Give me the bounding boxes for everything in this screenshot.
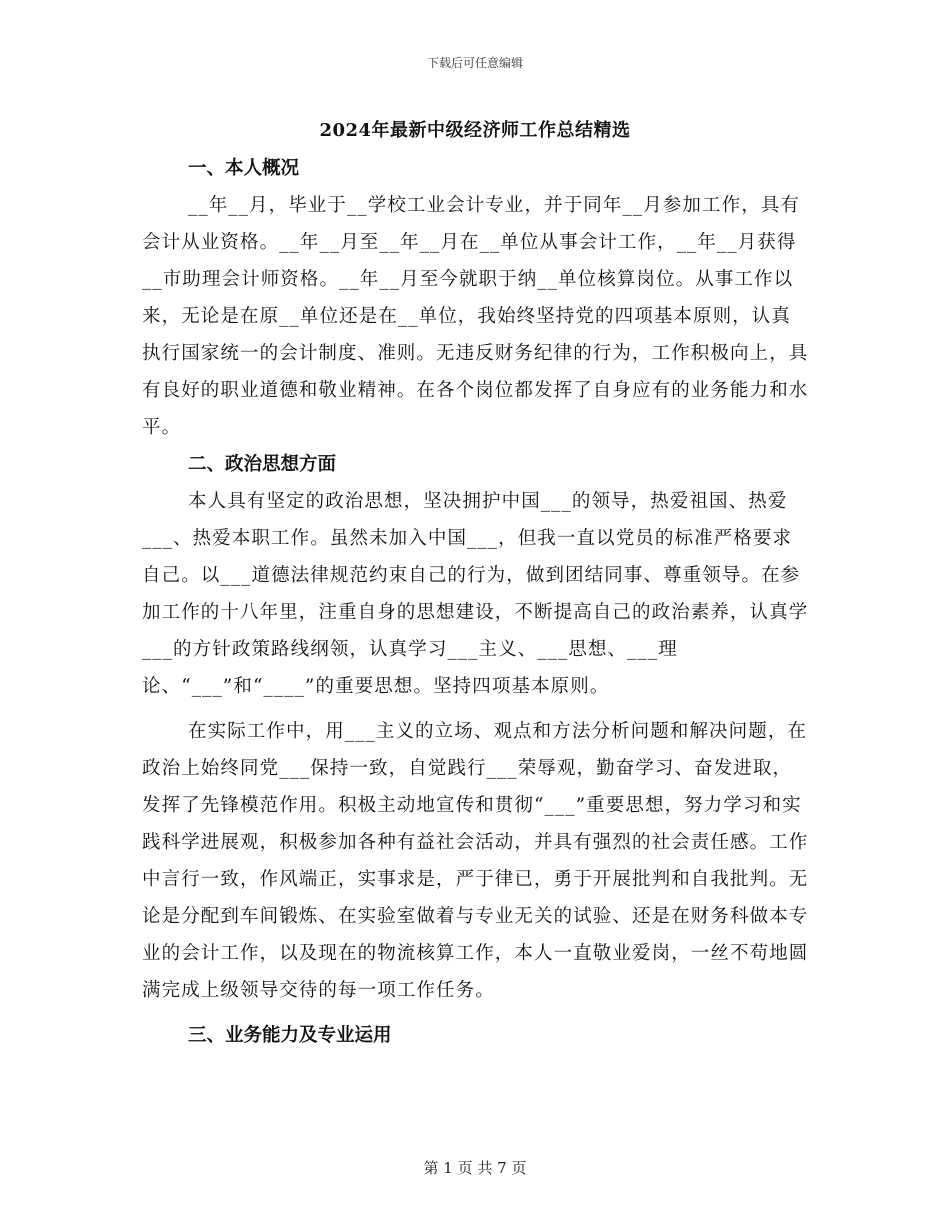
section-heading-2: 二、政治思想方面 <box>188 454 337 475</box>
section-heading-3: 三、业务能力及专业运用 <box>188 1025 392 1046</box>
section-heading-1: 一、本人概况 <box>188 158 300 179</box>
document-body <box>142 150 810 1054</box>
section-2-paragraph-1: 本人具有坚定的政治思想，坚决拥护中国___的领导，热爱祖国、热爱___、热爱本职工作。虽然未加入中国___，但我一直以党员的标准严格要求自己。以___道德法律规范约束自己的行为，做到团结同事、尊重领导。在参加工作的十八年里，注重自身的思想建设，不断提高自己的政治素养，认真学___的方针政策路线纲领，认真学习___主义、___思想、___理论、“___”和“____”的重要思想。坚持四项基本原则。 <box>142 491 809 697</box>
section-2-paragraph-2: 在实际工作中，用___主义的立场、观点和方法分析问题和解决问题，在政治上始终同党___保持一致，自觉践行___荣辱观，勤奋学习、奋发进取，发挥了先锋模范作用。积极主动地宣传和贯彻“___”重要思想，努力学习和实践科学进展观，积极参加各种有益社会活动，并具有强烈的社会责任感。工作中言行一致，作风端正，实事求是，严于律已，勇于开展批判和自我批判。无论是分配到车间锻炼、在实验室做着与专业无关的试验、还是在财务科做本专业的会计工作，以及现在的物流核算工作，本人一直敬业爱岗，一丝不苟地圆满完成上级领导交待的每一项工作任务。 <box>142 721 809 1001</box>
section-1-paragraph-1: __年__月，毕业于__学校工业会计专业，并于同年__月参加工作，具有会计从业资格。__年__月至__年__月在__单位从事会计工作，__年__月获得__市助理会计师资格。__年__月至今就职于纳__单位核算岗位。从事工作以来，无论是在原__单位还是在__单位，我始终坚持党的四项基本原则，认真执行国家统一的会计制度、准则。无违反财务纪律的行为，工作积极向上，具有良好的职业道德和敬业精神。在各个岗位都发挥了自身应有的业务能力和水平。 <box>142 195 809 438</box>
document-title: 2024年最新中级经济师工作总结精选 <box>319 120 631 141</box>
page-number: 第 1 页 共 7 页 <box>423 1159 527 1177</box>
header-note: 下载后可任意编辑 <box>426 56 523 70</box>
